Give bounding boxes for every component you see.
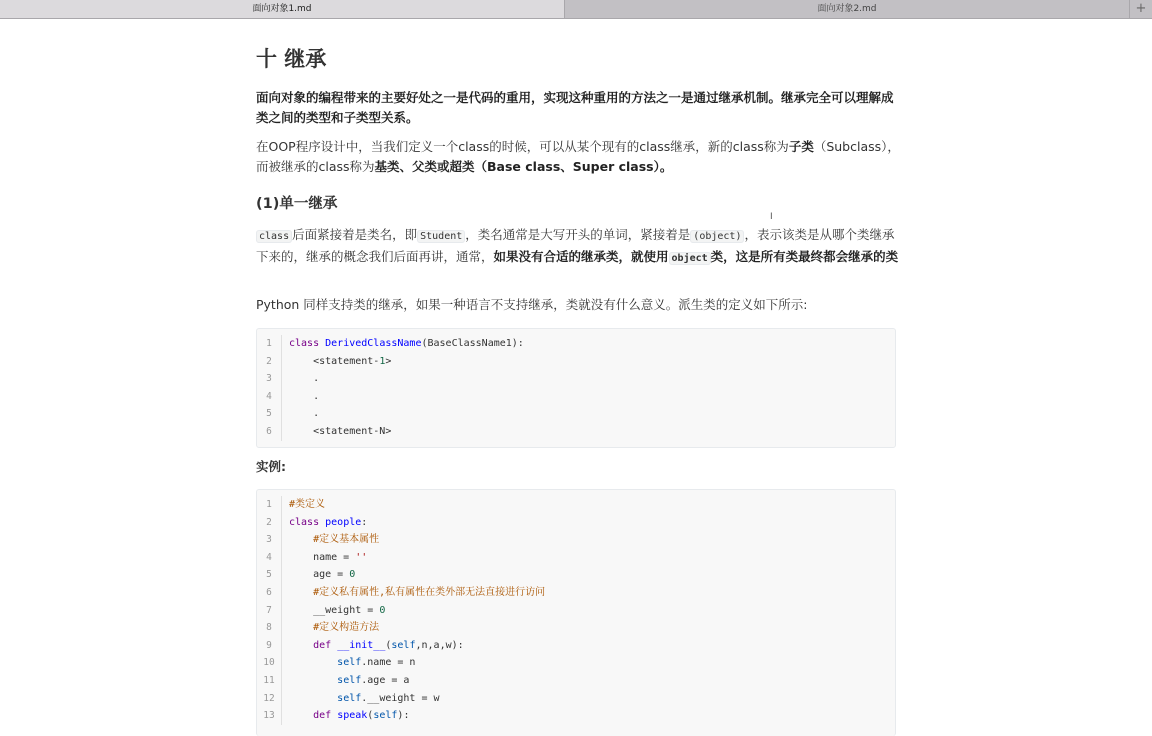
code-line xyxy=(257,602,895,620)
line-number: 13 xyxy=(257,707,282,725)
bold-text: 类，这是所有类最终都会继承的类 xyxy=(710,249,899,264)
text: ，类名通常是大写开头的单词，紧接着是 xyxy=(465,227,691,242)
line-number: 7 xyxy=(257,602,282,620)
paragraph-oop xyxy=(256,137,901,177)
text: 后面紧接着是类名，即 xyxy=(292,227,418,242)
line-number: 6 xyxy=(257,423,282,441)
code-line xyxy=(257,423,895,441)
code-line xyxy=(257,584,895,602)
code-text: age = 0 xyxy=(289,569,356,581)
line-number: 5 xyxy=(257,405,282,423)
line-number: 9 xyxy=(257,637,282,655)
inline-code: Student xyxy=(417,230,465,243)
code-line xyxy=(257,566,895,584)
code-line xyxy=(257,353,895,371)
tab-file-2[interactable]: 面向对象2.md xyxy=(565,0,1130,18)
code-block-example[interactable] xyxy=(256,489,896,736)
inline-code: class xyxy=(256,230,292,243)
code-text: . xyxy=(289,390,320,402)
inline-code: object xyxy=(669,252,711,265)
code-text: self.name = n xyxy=(337,657,416,669)
code-text: self.__weight = w xyxy=(337,692,440,704)
code-line xyxy=(257,335,895,353)
add-tab-icon[interactable]: + xyxy=(1130,0,1152,18)
code-text: name = '' xyxy=(289,551,368,563)
code-line xyxy=(257,370,895,388)
code-text: . xyxy=(289,373,320,385)
text: ，表示该类是从哪个类继承下来的，继承的概念我们后面再讲，通常， xyxy=(256,227,895,264)
code-text: #定义构造方法 xyxy=(289,622,380,634)
code-line xyxy=(257,619,895,637)
code-text: __weight = 0 xyxy=(289,604,386,616)
intro-text: 面向对象的编程带来的主要好处之一是代码的重用，实现这种重用的方法之一是通过继承机制。继承完全可以理解成类之间的类型和子类型关系。 xyxy=(256,90,894,125)
paragraph-class xyxy=(256,225,901,269)
line-number: 8 xyxy=(257,619,282,637)
code-text: self.age = a xyxy=(337,674,410,686)
line-number: 2 xyxy=(257,514,282,532)
code-line xyxy=(257,496,895,514)
paragraph-python: Python 同样支持类的继承，如果一种语言不支持继承，类就没有什么意义。派生类的定义如下所示: xyxy=(256,297,808,312)
line-number: 1 xyxy=(257,496,282,514)
text: （Subclass），而被继承的class称为 xyxy=(256,139,900,174)
code-line xyxy=(257,672,895,690)
intro-paragraph xyxy=(256,88,901,128)
line-number: 2 xyxy=(257,353,282,371)
code-line xyxy=(257,549,895,567)
line-number: 10 xyxy=(257,654,282,672)
line-number: 11 xyxy=(257,672,282,690)
example-label: 实例: xyxy=(256,459,286,474)
code-text: #定义基本属性 xyxy=(289,534,380,546)
tab-file-1[interactable]: 面向对象1.md xyxy=(0,0,565,18)
page-title: 十 继承 xyxy=(256,47,327,71)
line-number: 6 xyxy=(257,584,282,602)
code-text: . xyxy=(289,408,320,420)
code-line xyxy=(257,388,895,406)
bold-text: 如果没有合适的继承类，就使用 xyxy=(493,249,669,264)
line-number: 12 xyxy=(257,690,282,708)
code-text: #定义私有属性,私有属性在类外部无法直接进行访问 xyxy=(289,586,546,598)
line-number: 3 xyxy=(257,531,282,549)
code-text: class people: xyxy=(289,516,368,528)
text: 在OOP程序设计中，当我们定义一个class的时候，可以从某个现有的class继承，新的class称为 xyxy=(256,139,789,154)
text-cursor-icon: I xyxy=(770,212,773,222)
inline-code: (object) xyxy=(690,230,744,243)
bold-text: 基类、父类或超类（Base class、Super class）。 xyxy=(374,159,673,174)
line-number: 4 xyxy=(257,388,282,406)
code-line xyxy=(257,531,895,549)
code-text: <statement-1> xyxy=(289,355,392,367)
code-line xyxy=(257,405,895,423)
code-block-derived[interactable] xyxy=(256,328,896,448)
bold-text: 子类 xyxy=(788,139,814,154)
code-text: class DerivedClassName(BaseClassName1): xyxy=(289,338,524,349)
code-text: def speak(self): xyxy=(313,710,410,722)
code-line xyxy=(257,690,895,708)
code-line xyxy=(257,514,895,532)
line-number: 4 xyxy=(257,549,282,567)
section-title: (1)单一继承 xyxy=(256,196,338,212)
code-line xyxy=(257,637,895,655)
line-number: 1 xyxy=(257,335,282,353)
code-line xyxy=(257,654,895,672)
code-text: def __init__(self,n,a,w): xyxy=(313,639,464,651)
line-number: 3 xyxy=(257,370,282,388)
line-number: 5 xyxy=(257,566,282,584)
tab-bar xyxy=(0,0,1152,19)
code-line xyxy=(257,707,895,725)
code-text: #类定义 xyxy=(289,499,326,510)
code-text: <statement-N> xyxy=(289,425,392,437)
